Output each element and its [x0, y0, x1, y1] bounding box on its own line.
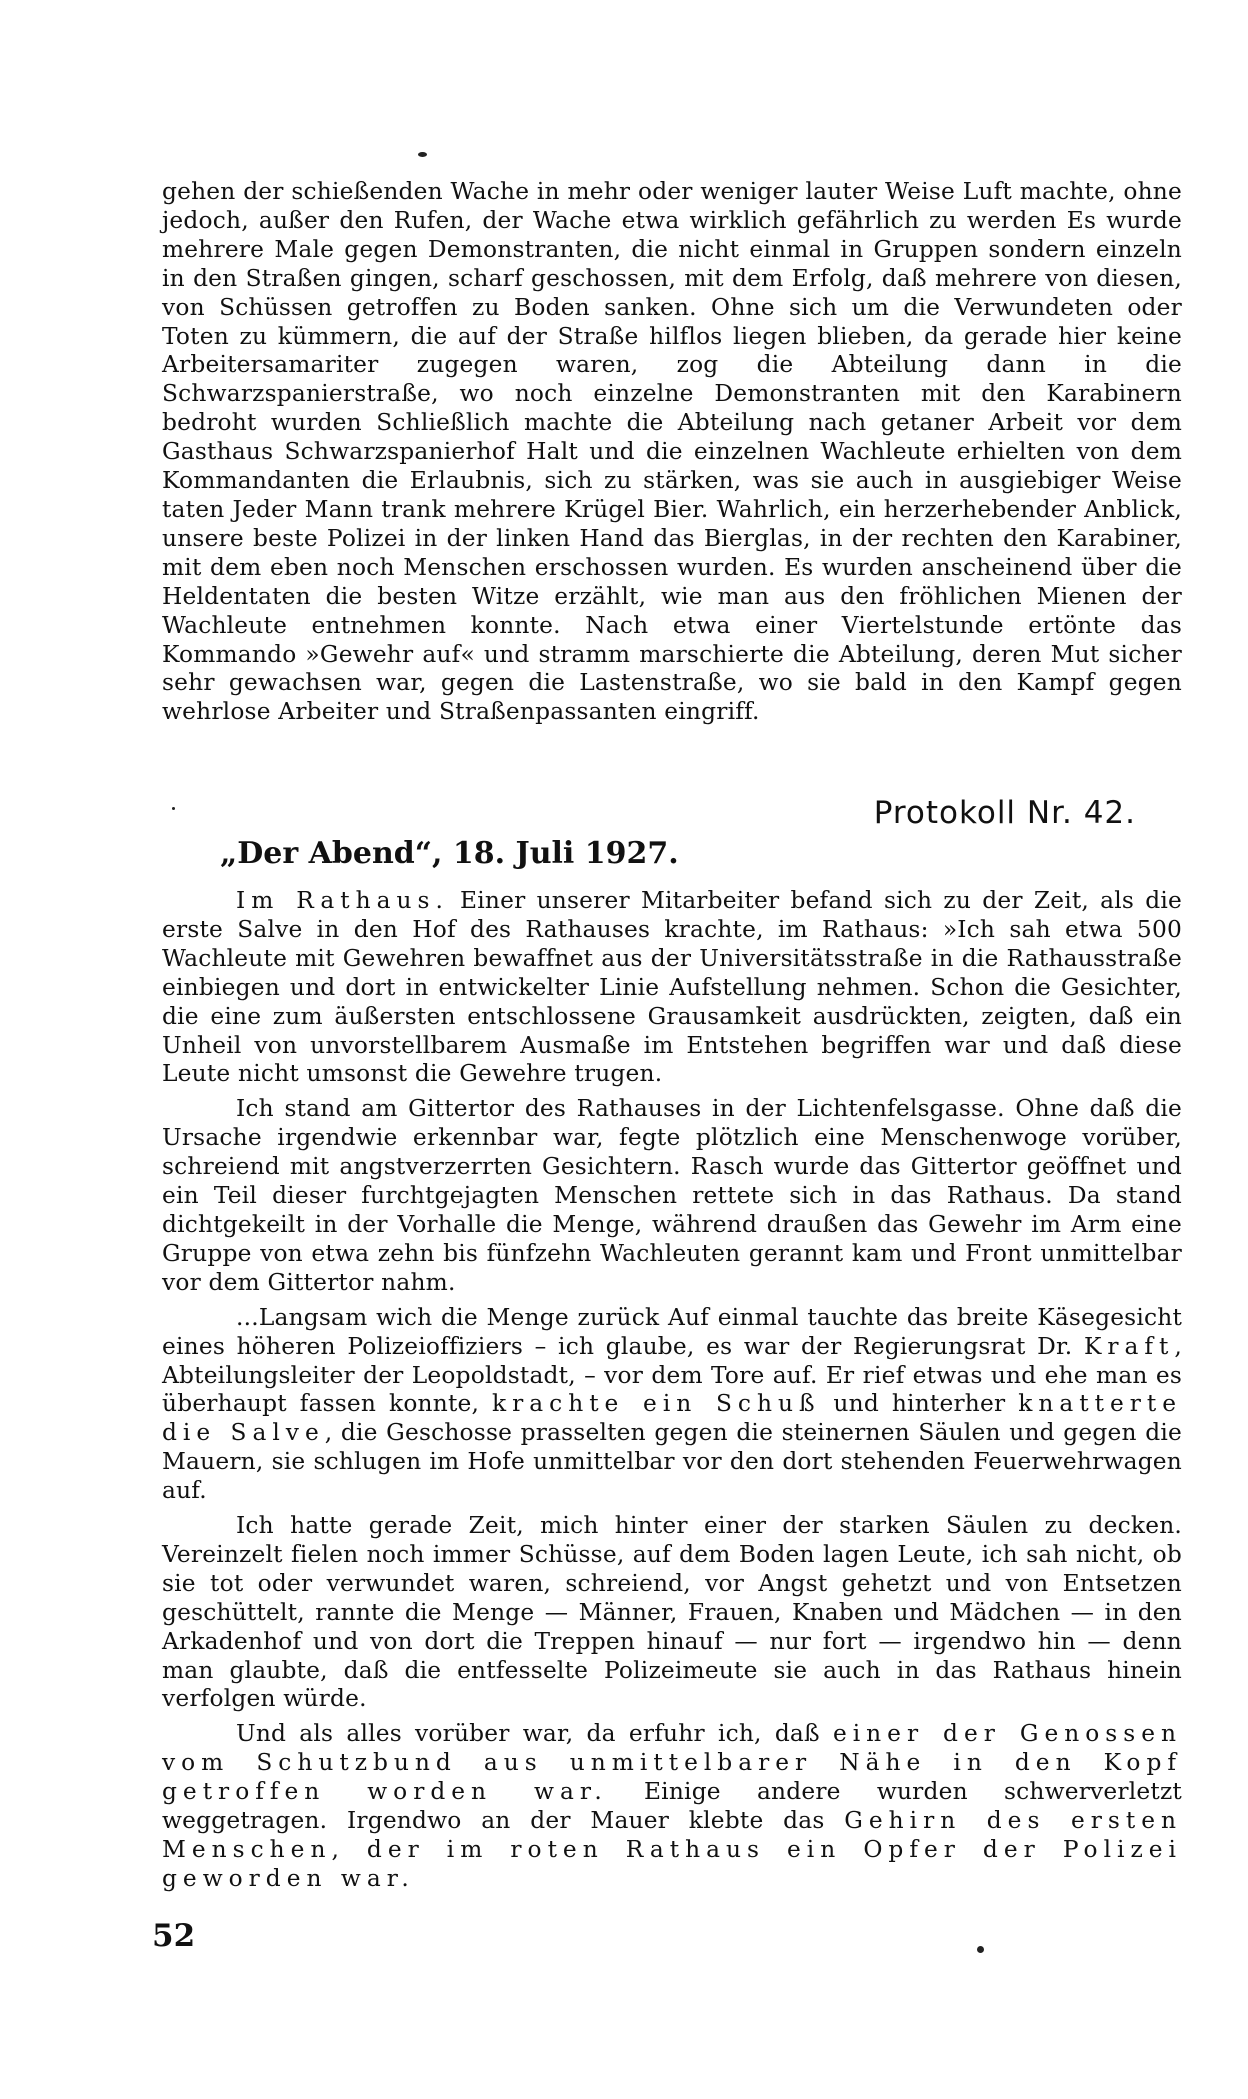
article-paragraph-2: Ich stand am Gittertor des Rathauses in der Lichtenfelsgasse. Ohne daß die Ursache irgendwie erkennbar war, fegte plötzlich eine Menschenwoge vorüber, schreiend mit angstverzerrten Gesichtern. Rasch wurde das Gittertor geöffnet und ein Teil dieser furchtgejagten Menschen rettete sich in das Rathaus. Da stand dichtgekeilt in der Vorhalle die Menge, während draußen das Gewehr im Arm eine Gruppe von etwa zehn bis fünfzehn Wachleuten gerannt kam und Front unmittelbar vor dem Gittertor nahm. [162, 1095, 1182, 1296]
p3-text-c: und hinterher [820, 1390, 1019, 1418]
kraft-spaced: Kraft [1083, 1332, 1175, 1360]
p5-spaced-1: einer der Genossen vom Schutzbund aus unmittelbarer Nähe in den Kopf getroffen worden war. [162, 1720, 1182, 1806]
page-number: 52 [152, 1918, 196, 1954]
article-paragraph-5 [162, 1720, 1182, 1893]
article-paragraph-4: Ich hatte gerade Zeit, mich hinter einer der starken Säulen zu decken. Vereinzelt fielen noch immer Schüsse, auf dem Boden lagen Leute, ich sah nicht, ob sie tot oder verwundet waren, schreiend, vor Angst gehetzt und von Entsetzen geschüttelt, rannte die Menge — Männer, Frauen, Knaben und Mädchen — in den Arkadenhof und von dort die Treppen hinauf — nur fort — irgendwo hin — denn man glaubte, daß die entfesselte Polizeimeute sie auch in das Rathaus hinein verfolgen würde. [162, 1512, 1182, 1713]
protocol-heading: Protokoll Nr. 42. [873, 795, 1136, 831]
paragraph-top: gehen der schießenden Wache in mehr oder weniger lauter Weise Luft machte, ohne jedoch, außer den Rufen, der Wache etwa wirklich gefährlich zu werden Es wurde mehrere Male gegen Demonstranten, die nicht einmal in Gruppen sondern einzeln in den Straßen gingen, scharf geschossen, mit dem Erfolg, daß mehrere von diesen, von Schüssen getroffen zu Boden sanken. Ohne sich um die Verwundeten oder Toten zu kümmern, die auf der Straße hilflos liegen blieben, da gerade hier keine Arbeitersamariter zugegen waren, zog die Abteilung dann in die Schwarzspanierstraße, wo noch einzelne Demonstranten mit den Karabinern bedroht wurden Schließlich machte die Abteilung nach getaner Arbeit vor dem Gasthaus Schwarzspanierhof Halt und die einzelnen Wachleute erhielten von dem Kommandanten die Erlaubnis, sich zu stärken, was sie auch in ausgiebiger Weise taten Jeder Mann trank mehrere Krügel Bier. Wahrlich, ein herzerhebender Anblick, unsere beste Polizei in der linken Hand das Bierglas, in der rechten den Karabiner, mit dem eben noch Menschen erschossen wurden. Es wurden anscheinend über die Heldentaten die besten Witze erzählt, wie man aus den fröhlichen Mienen der Wachleute entnehmen konnte. Nach etwa einer Viertelstunde ertönte das Kommando »Gewehr auf« und stramm marschierte die Abteilung, deren Mut sicher sehr gewachsen war, gegen die Lastenstraße, wo sie bald in den Kampf gegen wehrlose Arbeiter und Straßenpassanten eingriff. [162, 178, 1182, 726]
newspaper-heading: „Der Abend“, 18. Juli 1927. [220, 836, 679, 871]
p5-spaced-2: Gehirn des ersten Menschen, der im roten Rathaus ein Opfer der Polizei geworden war. [162, 1807, 1182, 1892]
p5-text-b: Einige andere wurden schwerverletzt weggetragen. Irgendwo an der Mauer klebte das [162, 1778, 1182, 1835]
article-paragraph-3 [162, 1304, 1182, 1506]
p5-text-a: Und als alles vorüber war, da erfuhr ich, daß [236, 1720, 833, 1748]
p3-text-b: , Abteilungsleiter der Leopoldstadt, – vor dem Tore auf. Er rief etwas und ehe man es überhaupt fassen konnte, [162, 1332, 1182, 1418]
p1-text: Einer unserer Mitarbeiter befand sich zu der Zeit, als die erste Salve in den Hof des Rathauses krachte, im Rathaus: »Ich sah etwa 500 Wachleute mit Gewehren bewaffnet aus der Universitätsstraße in die Rathausstraße einbiegen und dort in entwickelter Linie Aufstellung nehmen. Schon die Gesichter, die eine zum äußersten entschlossene Grausamkeit ausdrückten, zeigten, daß ein Unheil von unvorstellbarem Ausmaße im Entstehen begriffen war und daß diese Leute nicht umsonst die Gewehre trugen. [162, 887, 1182, 1088]
p3-text-d: , die Geschosse prasselten gegen die steinernen Säulen und gegen die Mauern, sie schlugen im Hofe unmittelbar vor den dort stehenden Feuerwehrwagen auf. [162, 1419, 1182, 1505]
article-paragraph-1 [162, 887, 1182, 1089]
article-body [162, 887, 1182, 1900]
top-paragraph-block [162, 178, 1182, 727]
ink-speck [418, 152, 427, 157]
p3-text-a: ...Langsam wich die Menge zurück Auf einmal tauchte das breite Käsegesicht eines höheren Polizeioffiziers – ich glaube, es war der Regierungsrat Dr. [162, 1303, 1182, 1360]
ink-speck [172, 807, 175, 810]
krachte-spaced: krachte ein Schuß [492, 1390, 821, 1418]
ink-dot [977, 1946, 984, 1953]
salve-spaced: knatterte die Salve [162, 1390, 1183, 1447]
rathaus-spaced: Im Rathaus. [236, 887, 449, 914]
